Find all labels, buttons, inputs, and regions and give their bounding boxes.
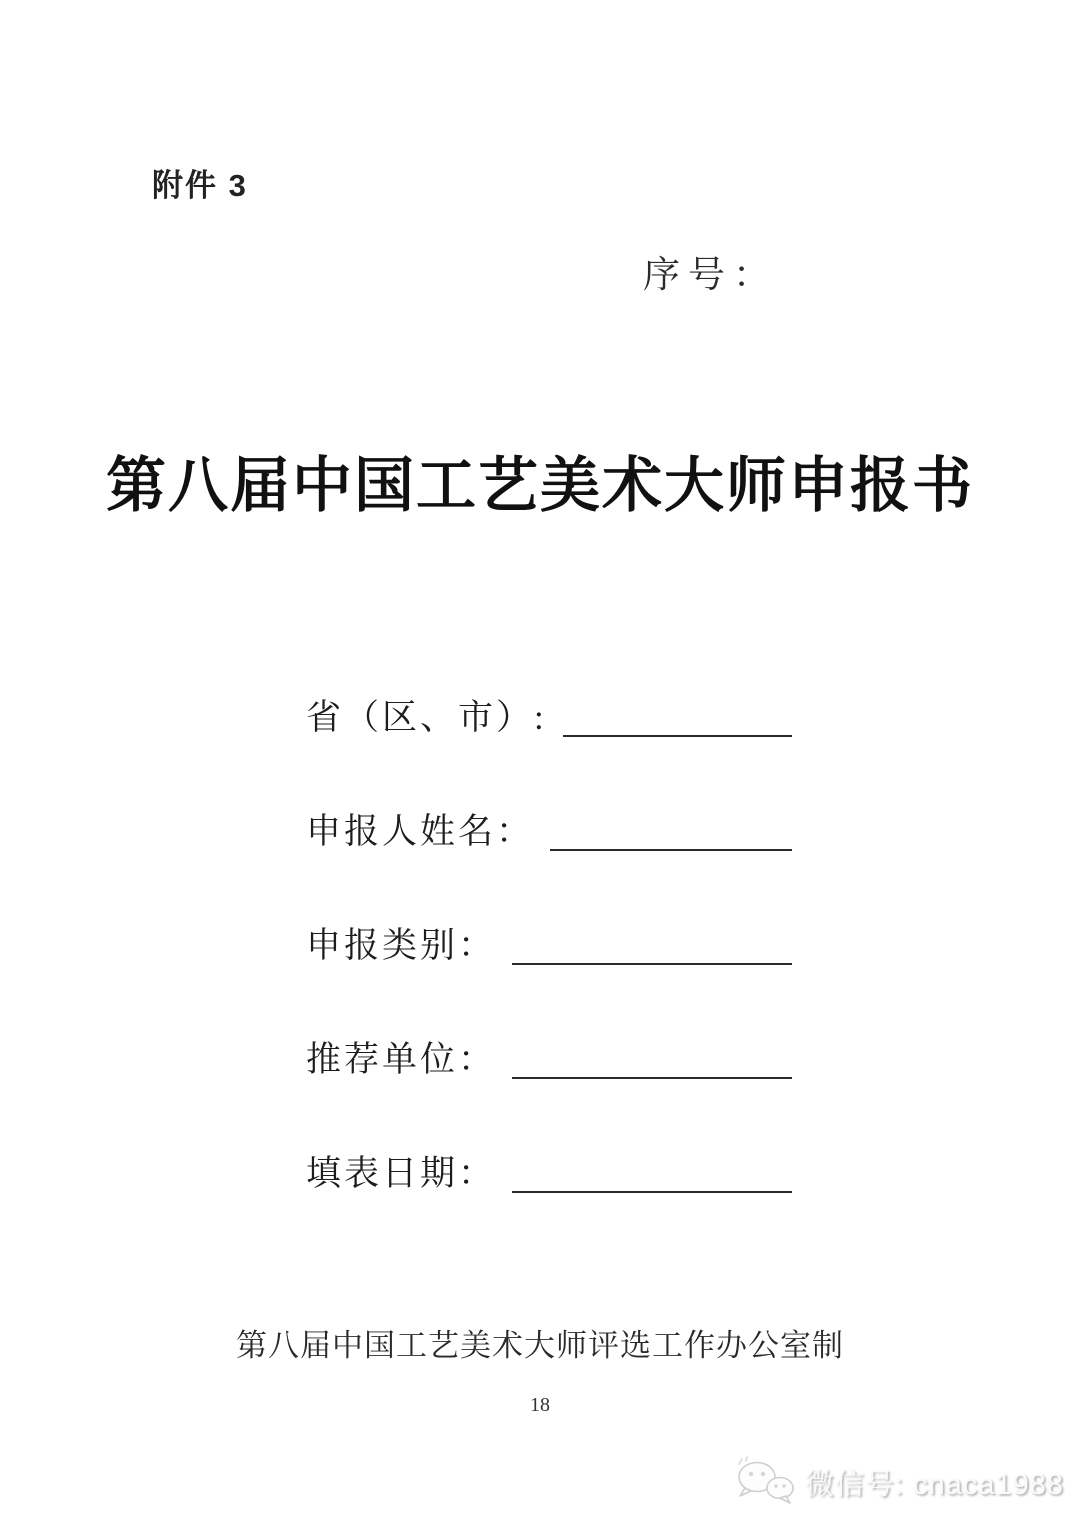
province-blank-line (563, 727, 792, 737)
serial-number-label: 序号： (643, 255, 778, 296)
form-date-label: 填表日期： (306, 1154, 497, 1194)
form-row-applicant-name (306, 804, 792, 854)
form-row-form-date (306, 1146, 792, 1196)
recommending-unit-label: 推荐单位： (306, 1040, 497, 1080)
recommending-unit-blank-line (512, 1069, 792, 1079)
form-row-application-category (306, 918, 792, 968)
applicant-name-label: 申报人姓名： (306, 812, 535, 852)
page-number: 18 (530, 1394, 550, 1416)
applicant-name-blank-line (550, 841, 792, 851)
application-category-label: 申报类别： (306, 926, 497, 966)
application-category-blank-line (512, 955, 792, 965)
form-date-blank-line (512, 1183, 792, 1193)
document-title: 第八届中国工艺美术大师申报书 (106, 453, 974, 519)
wechat-watermark (733, 1456, 1064, 1508)
wechat-icon (733, 1456, 797, 1508)
issuer-line: 第八届中国工艺美术大师评选工作办公室制 (236, 1328, 844, 1363)
province-label: 省（区、市）: (306, 698, 547, 738)
attachment-label: 附件 3 (152, 168, 248, 203)
form-row-recommending-unit (306, 1032, 792, 1082)
form-row-province (306, 690, 792, 740)
watermark-text: 微信号: cnaca1988 (804, 1468, 1064, 1501)
